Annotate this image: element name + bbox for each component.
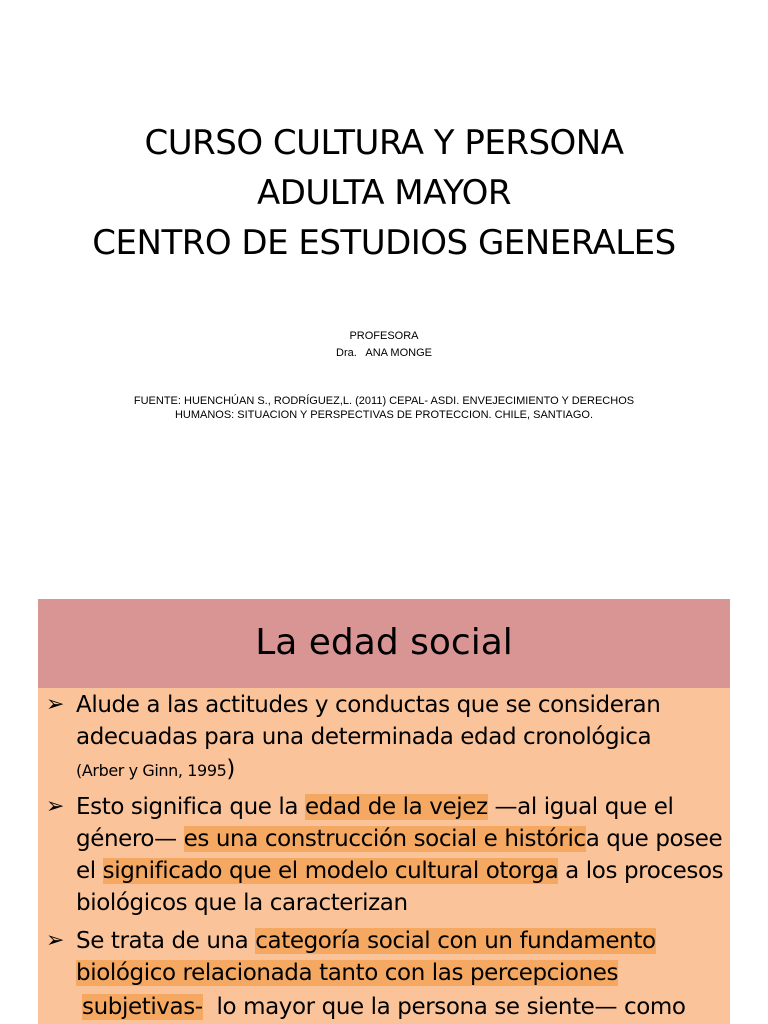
professor-name: Dra. ANA MONGE xyxy=(336,347,432,359)
bullet-2-highlight-b: es una construcción social e históric xyxy=(183,826,586,852)
bullet-2-text-c: a que posee el xyxy=(76,826,723,884)
bullet-item-1 xyxy=(46,689,726,787)
slide-title xyxy=(0,118,768,268)
bullet-1-text: Alude a las actitudes y conductas que se consideran adecuadas para una determinada edad cronológica xyxy=(76,692,661,750)
bullet-1-close: ) xyxy=(226,756,235,782)
slide-header xyxy=(38,599,730,688)
professor-label: PROFESORA xyxy=(349,330,419,342)
bullet-item-2 xyxy=(46,791,726,919)
bullet-1-citation: (Arber y Ginn, 1995 xyxy=(76,761,227,780)
bullet-2-highlight-a: edad de la vejez xyxy=(305,794,488,820)
edad-social-slide xyxy=(38,599,730,1024)
arrow-bullet-icon: ➢ xyxy=(46,928,65,953)
source-line-1: FUENTE: HUENCHÚAN S., RODRÍGUEZ,L. (2011) CEPAL- ASDI. ENVEJECIMIENTO Y DERECHOS xyxy=(133,395,635,407)
bullet-3-text-b: lo mayor que la persona se siente— como xyxy=(202,994,686,1020)
bullet-3-text-a: Se trata de una xyxy=(76,928,256,954)
bullet-item-3 xyxy=(46,925,726,1023)
bullet-list xyxy=(46,689,726,1023)
title-line-2: ADULTA MAYOR xyxy=(256,173,512,213)
source-citation xyxy=(100,394,668,422)
bullet-3-highlight-a: categoría social con un fundamento biológico relacionada tanto con las percepciones xyxy=(76,928,656,986)
title-line-3: CENTRO DE ESTUDIOS GENERALES xyxy=(92,223,676,263)
slide-heading: La edad social xyxy=(255,622,513,663)
bullet-2-text-b: —al igual que el género— xyxy=(76,794,674,852)
bullet-2-text-a: Esto significa que la xyxy=(76,794,306,820)
arrow-bullet-icon: ➢ xyxy=(46,794,65,819)
bullet-3-highlight-b: subjetivas- xyxy=(82,994,203,1020)
arrow-bullet-icon: ➢ xyxy=(46,692,65,717)
bullet-3-line-3 xyxy=(76,991,726,1023)
bullet-2-highlight-c: significado que el modelo cultural otorga xyxy=(102,858,559,884)
source-line-2: HUMANOS: SITUACION Y PERSPECTIVAS DE PROTECCION. CHILE, SANTIAGO. xyxy=(174,409,594,421)
bullet-2-text-d: a los procesos biológicos que la caracterizan xyxy=(76,858,724,916)
title-line-1: CURSO CULTURA Y PERSONA xyxy=(144,123,624,163)
professor-block xyxy=(0,328,768,362)
